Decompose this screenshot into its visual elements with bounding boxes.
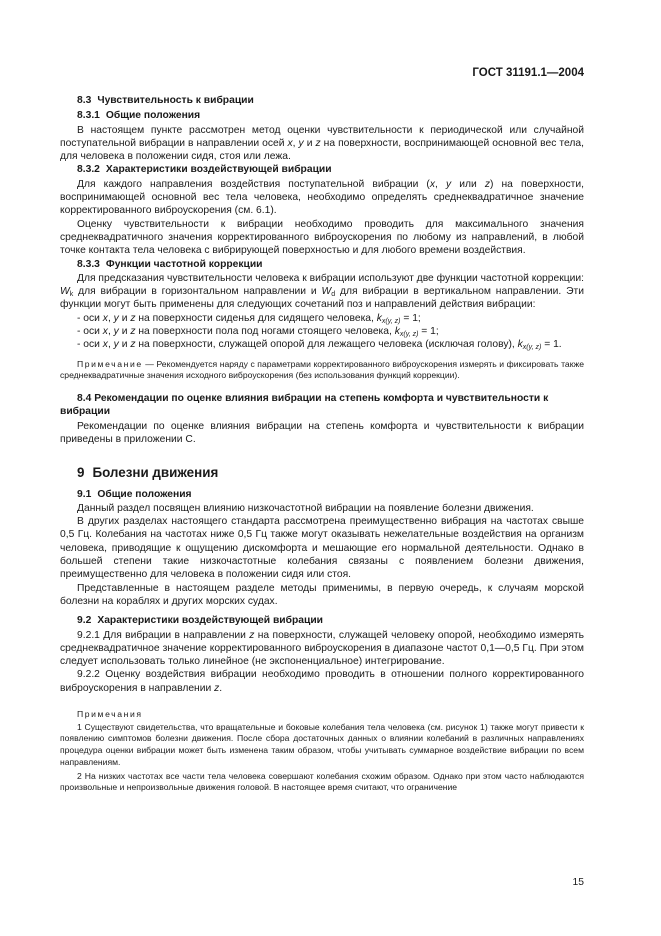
paragraph: Оценку чувствительности к вибрации необходимо проводить для максимального значения среднеквадратичного значения корректированного виброускорения по любому из направлений, в любой точке контакта тела человека с вибрирующей поверхностью и для любого времени воздействия. xyxy=(60,218,584,257)
paragraph: Рекомендации по оценке влияния вибрации на степень комфорта и чувствительности к вибрации приведены в приложении С. xyxy=(60,420,584,445)
paragraph: 9.2.2 Оценку воздействия вибрации необходимо проводить в отношении полного корректированного виброускорения в направлении z. xyxy=(60,669,584,694)
section-8-3-1-heading: 8.3.1 Общие положения xyxy=(77,110,201,122)
paragraph: Представленные в настоящем разделе методы применимы, в первую очередь, к случаям морской болезни на кораблях и других морских судах. xyxy=(60,582,584,607)
paragraph: В других разделах настоящего стандарта рассмотрена преимущественно вибрация на частотах свыше 0,5 Гц. Колебания на частотах ниже 0,5 Гц также могут оказывать нежелательные воздействия на организм человека, приводящие к ощущению дискомфорта и мешающие его нормальной деятельности. Однако в большей степени такие низкочастотные колебания связаны с появлением болезни движения, преимущественно для человека в положении сидя или стоя. xyxy=(60,516,584,581)
page-number: 15 xyxy=(572,877,584,888)
paragraph: Для предсказания чувствительности человека к вибрации используют две функции частотной коррекции: $W_k$ для вибрации в горизонтальном направлении и $W_d$ для вибрации в вертикальном направлении. Эти функции могут быть применены для следующих сочетаний поз и направлений действия вибрации: xyxy=(60,272,584,311)
note: 2 На низких частотах все части тела человека совершают колебания схожим образом. Однако при этом часто наблюдаются произвольные и непроизвольные движения головой. В настоящее время считают, что ограничение xyxy=(60,770,584,793)
section-9-2-heading: 9.2 Характеристики воздействующей вибрации xyxy=(77,615,323,627)
note: Примечание — Рекомендуется наряду с параметрами корректированного виброускорения измерять и фиксировать также среднеквадратичные значения исходного виброускорения (без использования функций коррекции). xyxy=(60,358,584,381)
note: 1 Существуют свидетельства, что вращательные и боковые колебания тела человека (см. рисунок 1) также могут привести к появлению симптомов болезни движения. После сбора достаточных данных о влиянии колебаний в различных направлениях процедура оценки вибрации может быть изменена таким образом, чтобы учитывать суммарное воздействие вибрации по всем направлениям. xyxy=(60,721,584,767)
document-page xyxy=(60,0,584,936)
list-item: - оси x, y и z на поверхности сиденья для сидящего человека, $k_{x(y, z)} = 1$; xyxy=(77,312,421,325)
paragraph: Данный раздел посвящен влиянию низкочастотной вибрации на появление болезни движения. xyxy=(77,502,534,514)
page-content xyxy=(60,94,584,796)
paragraph: В настоящем пункте рассмотрен метод оценки чувствительности к периодической или случайной поступательной вибрации в направлении осей x, y и z на поверхности, воспринимающей основной вес тела, для человека в положении сидя, стоя или лежа. xyxy=(60,124,584,163)
section-8-4-heading: 8.4 Рекомендации по оценке влияния вибрации на степень комфорта и чувствительности к вибрации xyxy=(60,393,549,418)
notes-title: Примечания xyxy=(77,708,143,719)
list-item: - оси x, y и z на поверхности пола под ногами стоящего человека, $k_{x(y, z)} = 1$; xyxy=(77,326,439,339)
section-8-3-3-heading: 8.3.3 Функции частотной коррекции xyxy=(77,258,263,270)
section-8-3-2-heading: 8.3.2 Характеристики воздействующей вибрации xyxy=(77,164,332,176)
list-item: - оси x, y и z на поверхности, служащей опорой для лежащего человека (исключая голову), $k_{x(y, z)} = 1$. xyxy=(77,339,562,352)
paragraph: Для каждого направления воздействия поступательной вибрации (x, y или z) на поверхности, воспринимающей основной вес тела человека, необходимо определять среднеквадратичное значение корректированного виброускорения (см. 6.1). xyxy=(60,178,585,217)
paragraph: 9.2.1 Для вибрации в направлении z на поверхности, служащей человеку опорой, необходимо измерять среднеквадратичное значение корректированного виброускорения в диапазоне частот 0,1—0,5 Гц. При этом следует использовать только линейное (не экспоненциальное) интегрирование. xyxy=(60,629,584,668)
standard-designation: ГОСТ 31191.1—2004 xyxy=(472,67,584,79)
section-9-1-heading: 9.1 Общие положения xyxy=(77,488,192,500)
section-9-heading: 9 Болезни движения xyxy=(77,465,219,481)
section-8-3-heading: 8.3 Чувствительность к вибрации xyxy=(77,95,254,106)
